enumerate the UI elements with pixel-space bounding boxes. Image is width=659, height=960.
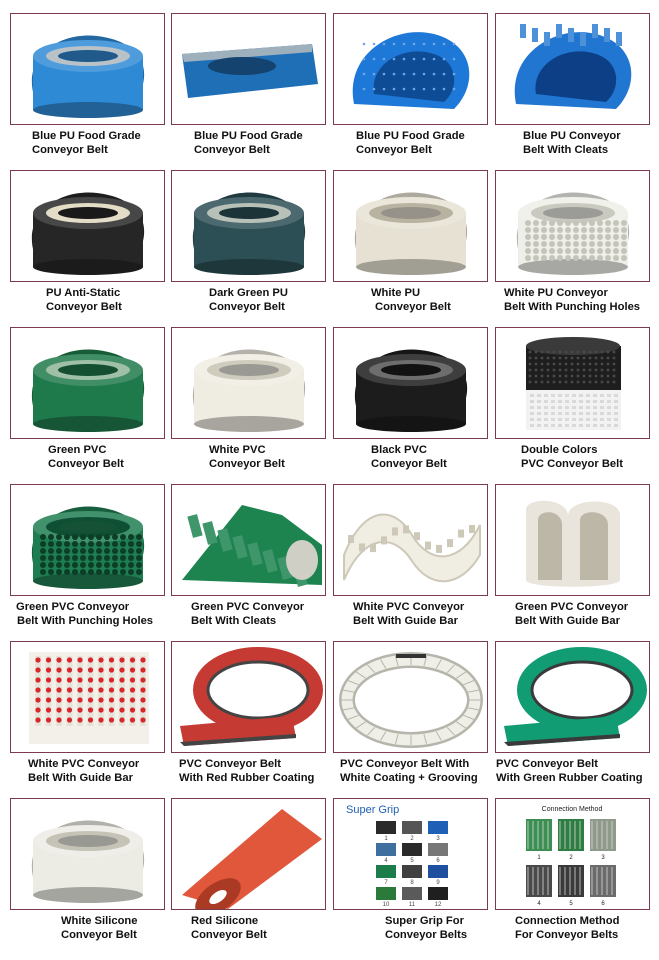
svg-text:2: 2 — [569, 855, 573, 861]
product-caption — [495, 286, 656, 314]
product-image-frame — [495, 798, 650, 910]
caption-line-1: White PVC Conveyor — [28, 758, 140, 770]
caption-line-2: For Conveyor Belts — [515, 929, 619, 941]
caption-line-1: PVC Conveyor Belt — [179, 758, 281, 770]
product-card — [333, 641, 494, 797]
red-silicone-belt-roll-icon — [172, 799, 325, 909]
svg-text:12: 12 — [434, 902, 442, 908]
caption-line-1: White Silicone — [61, 915, 138, 927]
product-image-frame — [333, 170, 488, 282]
product-card — [333, 327, 494, 483]
green-cleated-belt-icon — [172, 485, 325, 595]
caption-line-1: PU Anti-Static — [46, 287, 121, 299]
product-card — [171, 641, 332, 797]
svg-text:1: 1 — [384, 836, 388, 842]
product-caption — [495, 757, 656, 785]
caption-line-2: Conveyor Belt — [371, 458, 447, 470]
dark-green-belt-roll-icon — [172, 171, 325, 281]
product-card — [171, 327, 332, 483]
product-image-frame — [333, 798, 488, 910]
product-caption — [333, 757, 494, 785]
caption-line-1: Connection Method — [515, 915, 620, 927]
product-caption — [333, 600, 494, 628]
product-image-frame — [171, 798, 326, 910]
product-image-frame — [171, 327, 326, 439]
svg-text:5: 5 — [410, 858, 414, 864]
product-card — [333, 484, 494, 640]
product-caption — [171, 129, 332, 157]
product-card — [10, 641, 171, 797]
black-pvc-belt-roll-icon — [334, 328, 487, 438]
product-image-frame — [333, 13, 488, 125]
product-card — [333, 798, 494, 954]
product-image-frame — [10, 484, 165, 596]
red-rubber-coated-belt-icon — [172, 642, 325, 752]
caption-line-2: Conveyor Belt — [209, 458, 285, 470]
caption-line-1: Green PVC Conveyor — [16, 601, 130, 613]
product-caption — [10, 914, 171, 942]
product-card — [171, 13, 332, 169]
svg-text:6: 6 — [436, 858, 440, 864]
svg-text:5: 5 — [569, 901, 573, 907]
product-caption — [10, 600, 171, 628]
product-image-frame — [333, 484, 488, 596]
caption-line-2: White Coating + Grooving — [340, 772, 478, 784]
product-caption — [333, 914, 494, 942]
product-caption — [171, 600, 332, 628]
product-card — [495, 798, 656, 954]
product-image-frame — [171, 641, 326, 753]
product-caption — [171, 286, 332, 314]
product-card — [333, 13, 494, 169]
double-color-belt-icon — [496, 328, 649, 438]
product-image-frame — [171, 484, 326, 596]
product-caption — [171, 914, 332, 942]
svg-text:Connection Method: Connection Method — [541, 806, 603, 813]
product-image-frame — [10, 170, 165, 282]
product-image-frame — [333, 327, 488, 439]
caption-line-2: Conveyor Belt — [46, 301, 122, 313]
product-caption — [171, 443, 332, 471]
caption-line-2: Conveyor Belt — [209, 301, 285, 313]
caption-line-1: Red Silicone — [191, 915, 259, 927]
product-card — [495, 13, 656, 169]
caption-line-2: With Green Rubber Coating — [496, 772, 643, 784]
product-card — [10, 798, 171, 954]
product-caption — [10, 286, 171, 314]
svg-text:11: 11 — [408, 902, 416, 908]
svg-text:3: 3 — [436, 836, 440, 842]
caption-line-2: Belt With Guide Bar — [515, 615, 620, 627]
product-caption — [10, 757, 171, 785]
green-rubber-coated-belt-icon — [496, 642, 649, 752]
svg-text:10: 10 — [382, 902, 390, 908]
caption-line-1: PVC Conveyor Belt With — [340, 758, 470, 770]
product-caption — [171, 757, 332, 785]
product-image-frame — [10, 13, 165, 125]
product-card — [333, 170, 494, 326]
caption-line-1: Double Colors — [521, 444, 598, 456]
product-caption — [495, 600, 656, 628]
svg-text:7: 7 — [384, 880, 388, 886]
caption-line-2: Belt With Guide Bar — [28, 772, 133, 784]
white-guide-bar-belt-icon — [334, 485, 487, 595]
product-card — [171, 170, 332, 326]
product-image-frame — [495, 13, 650, 125]
product-image-frame — [495, 484, 650, 596]
white-pvc-belt-roll-icon — [172, 328, 325, 438]
svg-text:Super Grip: Super Grip — [346, 804, 400, 816]
guide-bar-loop-belt-icon — [496, 485, 649, 595]
caption-line-1: Blue PU Conveyor — [523, 130, 621, 142]
caption-line-2: Belt With Cleats — [523, 144, 609, 156]
caption-line-1: Super Grip For — [385, 915, 464, 927]
caption-line-2: Conveyor Belts — [385, 929, 468, 941]
caption-line-2: Conveyor Belt — [61, 929, 137, 941]
product-image-frame — [10, 327, 165, 439]
caption-line-1: Green PVC Conveyor — [191, 601, 305, 613]
product-image-frame — [495, 327, 650, 439]
anti-static-belt-roll-icon — [11, 171, 164, 281]
product-caption — [333, 443, 494, 471]
blue-pu-belt-loop-icon — [172, 14, 325, 124]
product-image-frame — [495, 170, 650, 282]
product-caption — [10, 129, 171, 157]
caption-line-1: Blue PU Food Grade — [356, 130, 465, 142]
caption-line-2: Belt With Cleats — [191, 615, 277, 627]
caption-line-2: PVC Conveyor Belt — [521, 458, 623, 470]
product-image-frame — [10, 798, 165, 910]
caption-line-2: Belt With Guide Bar — [353, 615, 458, 627]
product-image-frame — [495, 641, 650, 753]
product-caption — [495, 129, 656, 157]
caption-line-1: Green PVC Conveyor — [515, 601, 629, 613]
perforated-green-belt-icon — [11, 485, 164, 595]
product-caption — [333, 129, 494, 157]
blue-pu-belt-roll-icon — [11, 14, 164, 124]
caption-line-1: Blue PU Food Grade — [32, 130, 141, 142]
product-card — [171, 484, 332, 640]
caption-line-1: Black PVC — [371, 444, 427, 456]
blue-pu-textured-belt-icon — [334, 14, 487, 124]
product-card — [10, 170, 171, 326]
product-card — [495, 641, 656, 797]
product-card — [495, 484, 656, 640]
caption-line-2: With Red Rubber Coating — [179, 772, 315, 784]
caption-line-2: Conveyor Belt — [191, 929, 267, 941]
caption-line-2: Conveyor Belt — [194, 144, 270, 156]
white-silicone-belt-roll-icon — [11, 799, 164, 909]
connection-method-samples-icon — [496, 799, 649, 909]
product-image-frame — [333, 641, 488, 753]
caption-line-2: Belt With Punching Holes — [504, 301, 641, 313]
blue-cleated-belt-icon — [496, 14, 649, 124]
svg-text:4: 4 — [384, 858, 388, 864]
caption-line-1: Dark Green PU — [209, 287, 288, 299]
perforated-white-belt-icon — [496, 171, 649, 281]
svg-text:1: 1 — [537, 855, 541, 861]
svg-text:3: 3 — [601, 855, 605, 861]
product-card — [10, 484, 171, 640]
svg-text:6: 6 — [601, 901, 605, 907]
product-caption — [333, 286, 494, 314]
svg-text:9: 9 — [436, 880, 440, 886]
caption-line-2: Conveyor Belt — [375, 301, 451, 313]
green-pvc-belt-roll-icon — [11, 328, 164, 438]
product-card — [171, 798, 332, 954]
caption-line-2: Conveyor Belt — [32, 144, 108, 156]
red-cleat-guide-belt-icon — [11, 642, 164, 752]
svg-text:2: 2 — [410, 836, 414, 842]
product-card — [495, 327, 656, 483]
caption-line-2: Belt With Punching Holes — [17, 615, 154, 627]
svg-text:4: 4 — [537, 901, 541, 907]
product-caption — [495, 914, 656, 942]
caption-line-1: White PU — [371, 287, 421, 299]
caption-line-1: White PVC Conveyor — [353, 601, 465, 613]
super-grip-samples-icon — [334, 799, 487, 909]
caption-line-1: Green PVC — [48, 444, 107, 456]
caption-line-2: Conveyor Belt — [48, 458, 124, 470]
product-card — [10, 327, 171, 483]
svg-text:8: 8 — [410, 880, 414, 886]
white-pu-belt-roll-icon — [334, 171, 487, 281]
white-grooved-belt-ring-icon — [334, 642, 487, 752]
product-caption — [495, 443, 656, 471]
caption-line-1: White PU Conveyor — [504, 287, 608, 299]
product-caption — [10, 443, 171, 471]
product-card — [10, 13, 171, 169]
caption-line-1: PVC Conveyor Belt — [496, 758, 598, 770]
product-card — [495, 170, 656, 326]
caption-line-2: Conveyor Belt — [356, 144, 432, 156]
product-image-frame — [171, 170, 326, 282]
product-image-frame — [10, 641, 165, 753]
caption-line-1: White PVC — [209, 444, 266, 456]
product-image-frame — [171, 13, 326, 125]
caption-line-1: Blue PU Food Grade — [194, 130, 303, 142]
